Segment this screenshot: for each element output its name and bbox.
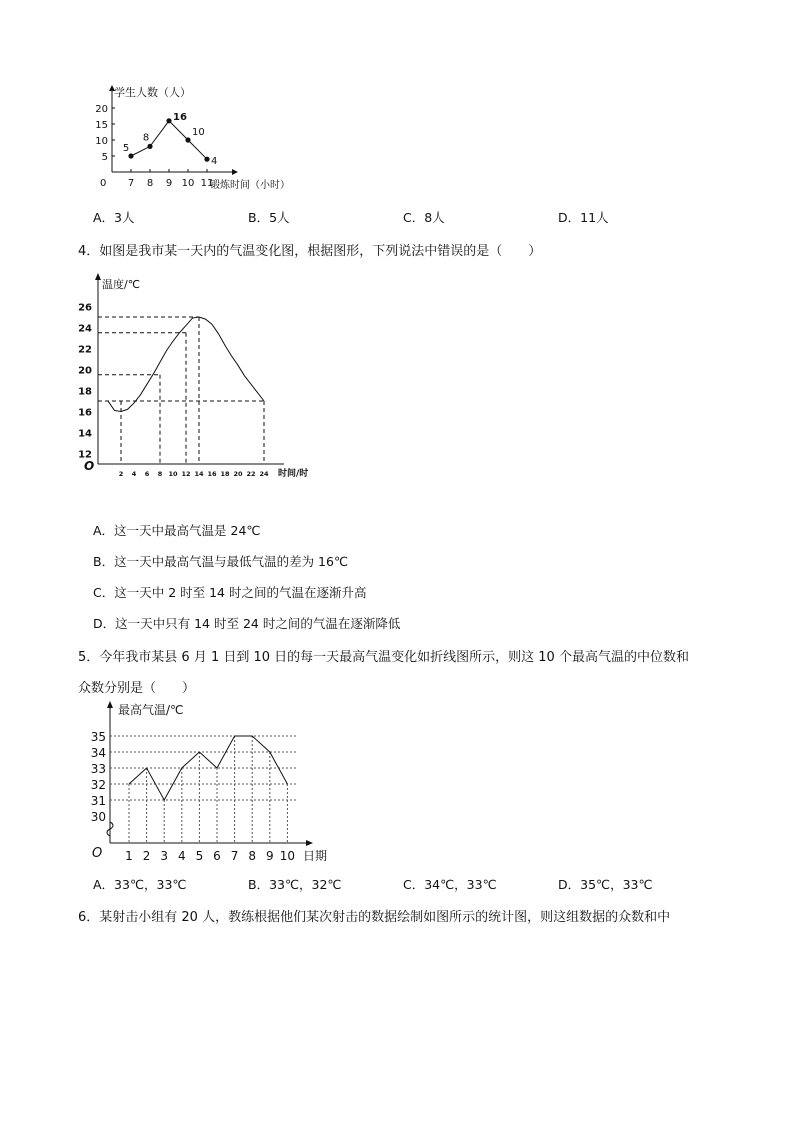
q3-option-c[interactable]: C．8人 <box>403 210 445 225</box>
x-axis-arrow <box>232 169 238 175</box>
data-label: 10 <box>192 127 205 138</box>
x-tick-label: 18 <box>220 470 230 478</box>
y-tick-label: 15 <box>95 120 108 131</box>
y-tick-label: 33 <box>90 762 106 776</box>
y-tick-label: 18 <box>78 386 92 398</box>
q4-stem: 4．如图是我市某一天内的气温变化图，根据图形，下列说法中错误的是（ ） <box>78 244 542 259</box>
y-tick-label: 26 <box>78 302 92 314</box>
data-point <box>185 137 190 142</box>
q5-stem-line2: 众数分别是（ ） <box>78 681 196 696</box>
x-tick-label: 2 <box>118 470 124 478</box>
exercise-time-chart <box>86 82 316 200</box>
q3-option-a[interactable]: A．3人 <box>93 210 135 225</box>
y-tick-label: 12 <box>78 449 92 461</box>
y-axis-arrow <box>107 701 113 708</box>
x-tick-label: 9 <box>265 849 274 863</box>
y-tick-label: 35 <box>90 730 106 744</box>
y-axis-label: 学生人数（人） <box>114 86 191 99</box>
origin-label: O <box>84 459 95 473</box>
y-axis-label: 温度/℃ <box>102 278 141 291</box>
x-tick-label: 3 <box>160 849 169 863</box>
x-tick-label: 10 <box>279 849 296 863</box>
x-tick-label: 7 <box>230 849 239 863</box>
x-tick-label: 24 <box>259 470 269 478</box>
x-tick-label: 5 <box>195 849 204 863</box>
x-tick-label: 22 <box>246 470 256 478</box>
data-point <box>166 118 171 123</box>
q5-option-b[interactable]: B．33℃，32℃ <box>248 877 342 892</box>
x-tick-label: 6 <box>144 470 150 478</box>
origin-label: O <box>92 846 103 861</box>
x-tick-label: 20 <box>233 470 243 478</box>
data-label: 4 <box>211 156 218 168</box>
x-tick-label: 10 <box>181 178 195 189</box>
data-label: 5 <box>122 143 130 154</box>
x-tick-label: 4 <box>177 849 186 863</box>
x-tick-label: 8 <box>157 470 163 478</box>
q6-stem: 6．某射击小组有 20 人，教练根据他们某次射击的数据绘制如图所示的统计图，则这组数据的众数和中 <box>78 910 671 925</box>
data-label: 8 <box>142 132 150 144</box>
x-tick-label: 1 <box>125 849 133 863</box>
x-axis-label: 锻炼时间（小时） <box>210 180 290 191</box>
x-tick-label: 7 <box>127 178 135 189</box>
origin-label: 0 <box>100 178 107 189</box>
y-tick-label: 16 <box>78 407 92 419</box>
x-tick-label: 9 <box>165 178 173 189</box>
x-tick-label: 10 <box>168 470 178 478</box>
x-tick-label: 6 <box>213 849 221 863</box>
q5-option-c[interactable]: C．34℃，33℃ <box>403 877 497 892</box>
max-temperature-chart <box>88 698 338 868</box>
q4-option-c[interactable]: C．这一天中 2 时至 14 时之间的气温在逐渐升高 <box>93 585 367 600</box>
y-axis-arrow <box>95 273 101 280</box>
q3-option-d[interactable]: D．11人 <box>558 210 609 225</box>
x-tick-label: 12 <box>181 470 191 478</box>
x-axis-label: 时间/时 <box>278 469 309 479</box>
x-tick-label: 4 <box>131 470 137 478</box>
x-tick-label: 8 <box>248 849 257 863</box>
y-tick-label: 34 <box>90 746 106 760</box>
q4-option-b[interactable]: B．这一天中最高气温与最低气温的差为 16℃ <box>93 554 348 569</box>
y-tick-label: 20 <box>78 365 92 377</box>
data-label: 16 <box>173 111 187 123</box>
data-point <box>128 153 133 158</box>
y-tick-label: 20 <box>95 104 108 115</box>
y-axis-label: 最高气温/℃ <box>118 703 184 717</box>
y-tick-label: 10 <box>95 136 108 147</box>
x-tick-label: 8 <box>146 178 154 189</box>
y-tick-label: 24 <box>78 323 92 335</box>
y-tick-label: 30 <box>90 810 106 824</box>
q3-option-b[interactable]: B．5人 <box>248 210 290 225</box>
temperature-chart <box>80 270 320 490</box>
x-axis-arrow <box>306 840 313 846</box>
x-tick-label: 11 <box>200 178 214 189</box>
q5-option-a[interactable]: A．33℃，33℃ <box>93 877 187 892</box>
x-tick-label: 2 <box>142 849 151 863</box>
y-tick-label: 22 <box>78 344 92 356</box>
q4-option-d[interactable]: D．这一天中只有 14 时至 24 时之间的气温在逐渐降低 <box>93 616 401 631</box>
q4-option-a[interactable]: A．这一天中最高气温是 24℃ <box>93 523 261 538</box>
y-tick-label: 14 <box>78 428 92 440</box>
y-tick-label: 32 <box>90 778 106 792</box>
x-axis-label: 日期 <box>303 849 328 863</box>
x-tick-label: 14 <box>194 470 204 478</box>
y-tick-label: 5 <box>101 152 108 163</box>
y-tick-label: 31 <box>90 794 106 808</box>
data-point <box>204 157 209 162</box>
x-tick-label: 16 <box>207 470 217 478</box>
q5-stem-line1: 5．今年我市某县 6 月 1 日到 10 日的每一天最高气温变化如折线图所示，则这 10 个最高气温的中位数和 <box>78 650 689 665</box>
data-point <box>147 144 152 149</box>
q5-option-d[interactable]: D．35℃，33℃ <box>558 877 653 892</box>
